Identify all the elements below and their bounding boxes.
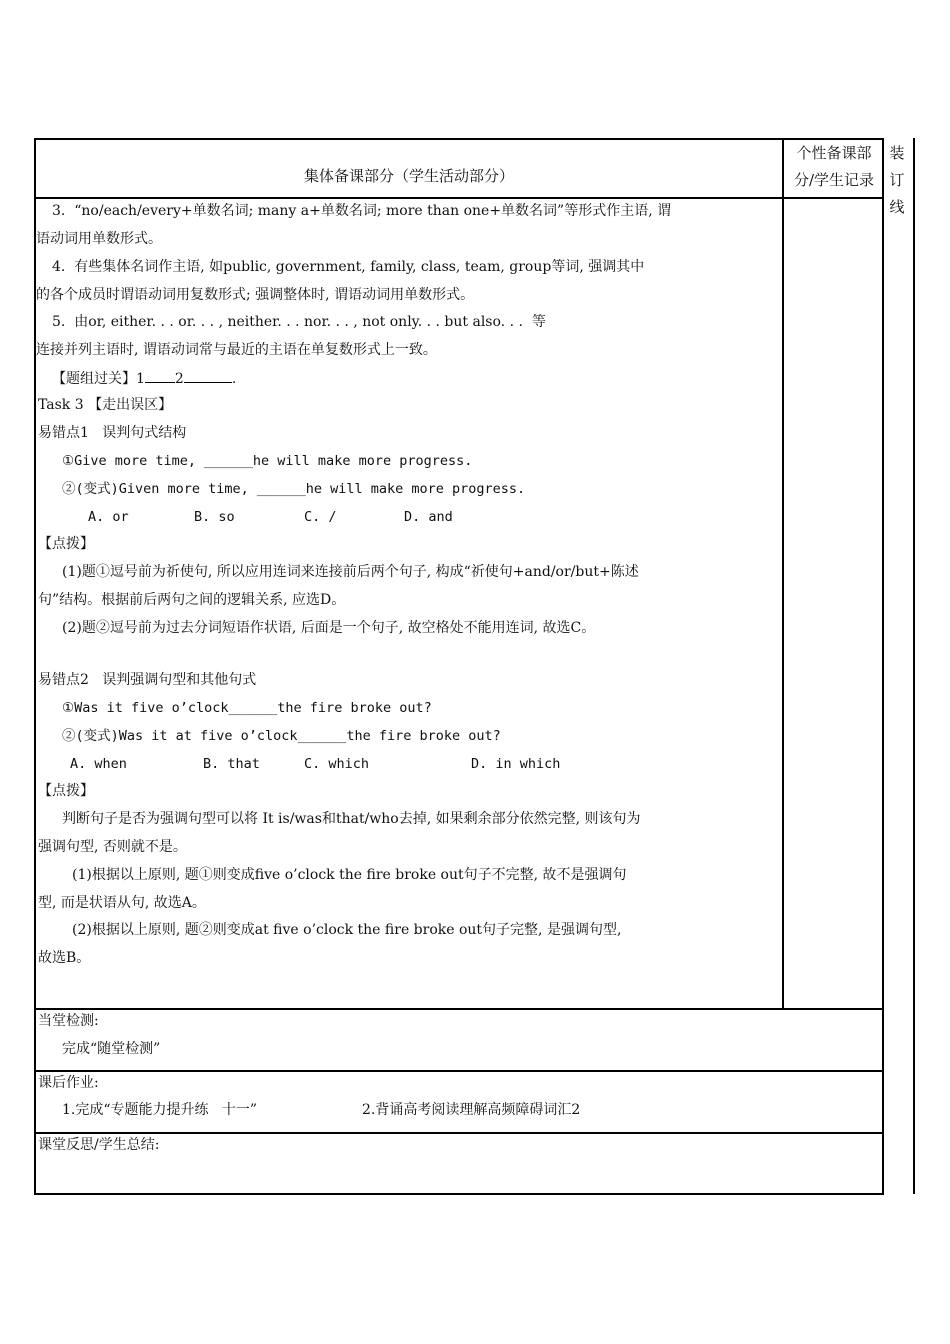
tip-label: 【点拨】: [38, 783, 94, 799]
binding-char: 线: [889, 198, 905, 216]
rule-4-line2: 的各个成员时谓语动词用复数形式; 强调整体时, 谓语动词用单数形式。: [36, 287, 475, 303]
homework-label: 课后作业:: [38, 1075, 99, 1091]
tip-0-line2: 强调句型, 否则就不是。: [38, 839, 187, 855]
rule-3-line1: 3. “no/each/every+单数名词; many a+单数名词; more than one+单数名词”等形式作主语, 谓: [52, 203, 672, 219]
rule-3-line2: 语动词用单数形式。: [36, 231, 162, 247]
rule-4-line1: 4. 有些集体名词作主语, 如public, government, family, class, team, group等词, 强调其中: [52, 259, 645, 275]
reflection-label: 课堂反思/学生总结:: [38, 1137, 160, 1153]
check-text: 完成“随堂检测”: [62, 1041, 161, 1057]
binding-char: 订: [889, 171, 905, 189]
rule-5-line2: 连接并列主语时, 谓语动词常与最近的主语在单复数形式上一致。: [36, 342, 437, 358]
side-title-line1: 个性备课部: [796, 144, 872, 162]
header-divider: [35, 197, 883, 199]
question-1: ①Give more time, ______he will make more progress.: [62, 453, 473, 469]
question-2: ②(变式)Was it at five o’clock______the fire broke out?: [62, 728, 501, 744]
tip-2-line2: 故选B。: [38, 950, 91, 966]
check-label: 当堂检测:: [38, 1013, 99, 1029]
side-column-title: [786, 140, 882, 194]
option-b: B. so: [194, 509, 235, 525]
tip-1-line1: (1)题①逗号前为祈使句, 所以应用连词来连接前后两个句子, 构成“祈使句+and/or/but+陈述: [62, 564, 639, 580]
tip-1-line2: 句”结构。根据前后两句之间的逻辑关系, 应选D。: [38, 592, 346, 608]
homework-item-1: 1.完成“专题能力提升练 十一”: [62, 1102, 258, 1118]
column-divider: [782, 139, 784, 1009]
side-title-line2: 分/学生记录: [793, 171, 875, 189]
binding-line: [913, 138, 915, 1194]
tip-2-line1: (2)根据以上原则, 题②则变成at five o’clock the fire broke out句子完整, 是强调句型,: [72, 922, 622, 938]
question-2: ②(变式)Given more time, ______he will make more progress.: [62, 481, 526, 497]
question-1: ①Was it five o’clock______the fire broke out?: [62, 700, 432, 716]
task-heading: Task 3 【走出误区】: [38, 397, 173, 413]
section-divider: [35, 1132, 883, 1134]
tip-0-line1: 判断句子是否为强调句型可以将 It is/was和that/who去掉, 如果剩余部分依然完整, 则该句为: [62, 811, 641, 827]
binding-label: [886, 140, 908, 221]
option-a: A. when: [70, 756, 127, 772]
option-c: C. which: [304, 756, 370, 772]
rule-5-line1: 5. 由or, either. . . or. . . , neither. . . nor. . . , not only. . . but also. . . 等: [52, 314, 546, 330]
option-b: B. that: [203, 756, 260, 772]
homework-item-2: 2.背诵高考阅读理解高频障碍词汇2: [362, 1102, 581, 1118]
error-point-1-title: 易错点1 误判句式结构: [38, 425, 187, 441]
tip-1-line2: 型, 而是状语从句, 故选A。: [38, 895, 206, 911]
tip-1-line1: (1)根据以上原则, 题①则变成five o’clock the fire broke out句子不完整, 故不是强调句: [72, 867, 627, 883]
option-c: C. /: [304, 509, 337, 525]
section-divider: [35, 1008, 883, 1010]
answer-blank: [184, 368, 232, 383]
error-point-2-title: 易错点2 误判强调句型和其他句式: [38, 672, 257, 688]
option-d: D. in which: [471, 756, 561, 772]
main-column-title: 集体备课部分（学生活动部分）: [303, 167, 514, 185]
tip-label: 【点拨】: [38, 536, 94, 552]
binding-char: 装: [889, 144, 905, 162]
answer-blank: [145, 368, 175, 383]
option-a: A. or: [88, 509, 129, 525]
section-divider: [35, 1070, 883, 1072]
option-d: D. and: [404, 509, 453, 525]
group-check-line: 【题组过关】1 2 .: [52, 368, 236, 389]
tip-2: (2)题②逗号前为过去分词短语作状语, 后面是一个句子, 故空格处不能用连词, 故选C。: [62, 620, 596, 636]
